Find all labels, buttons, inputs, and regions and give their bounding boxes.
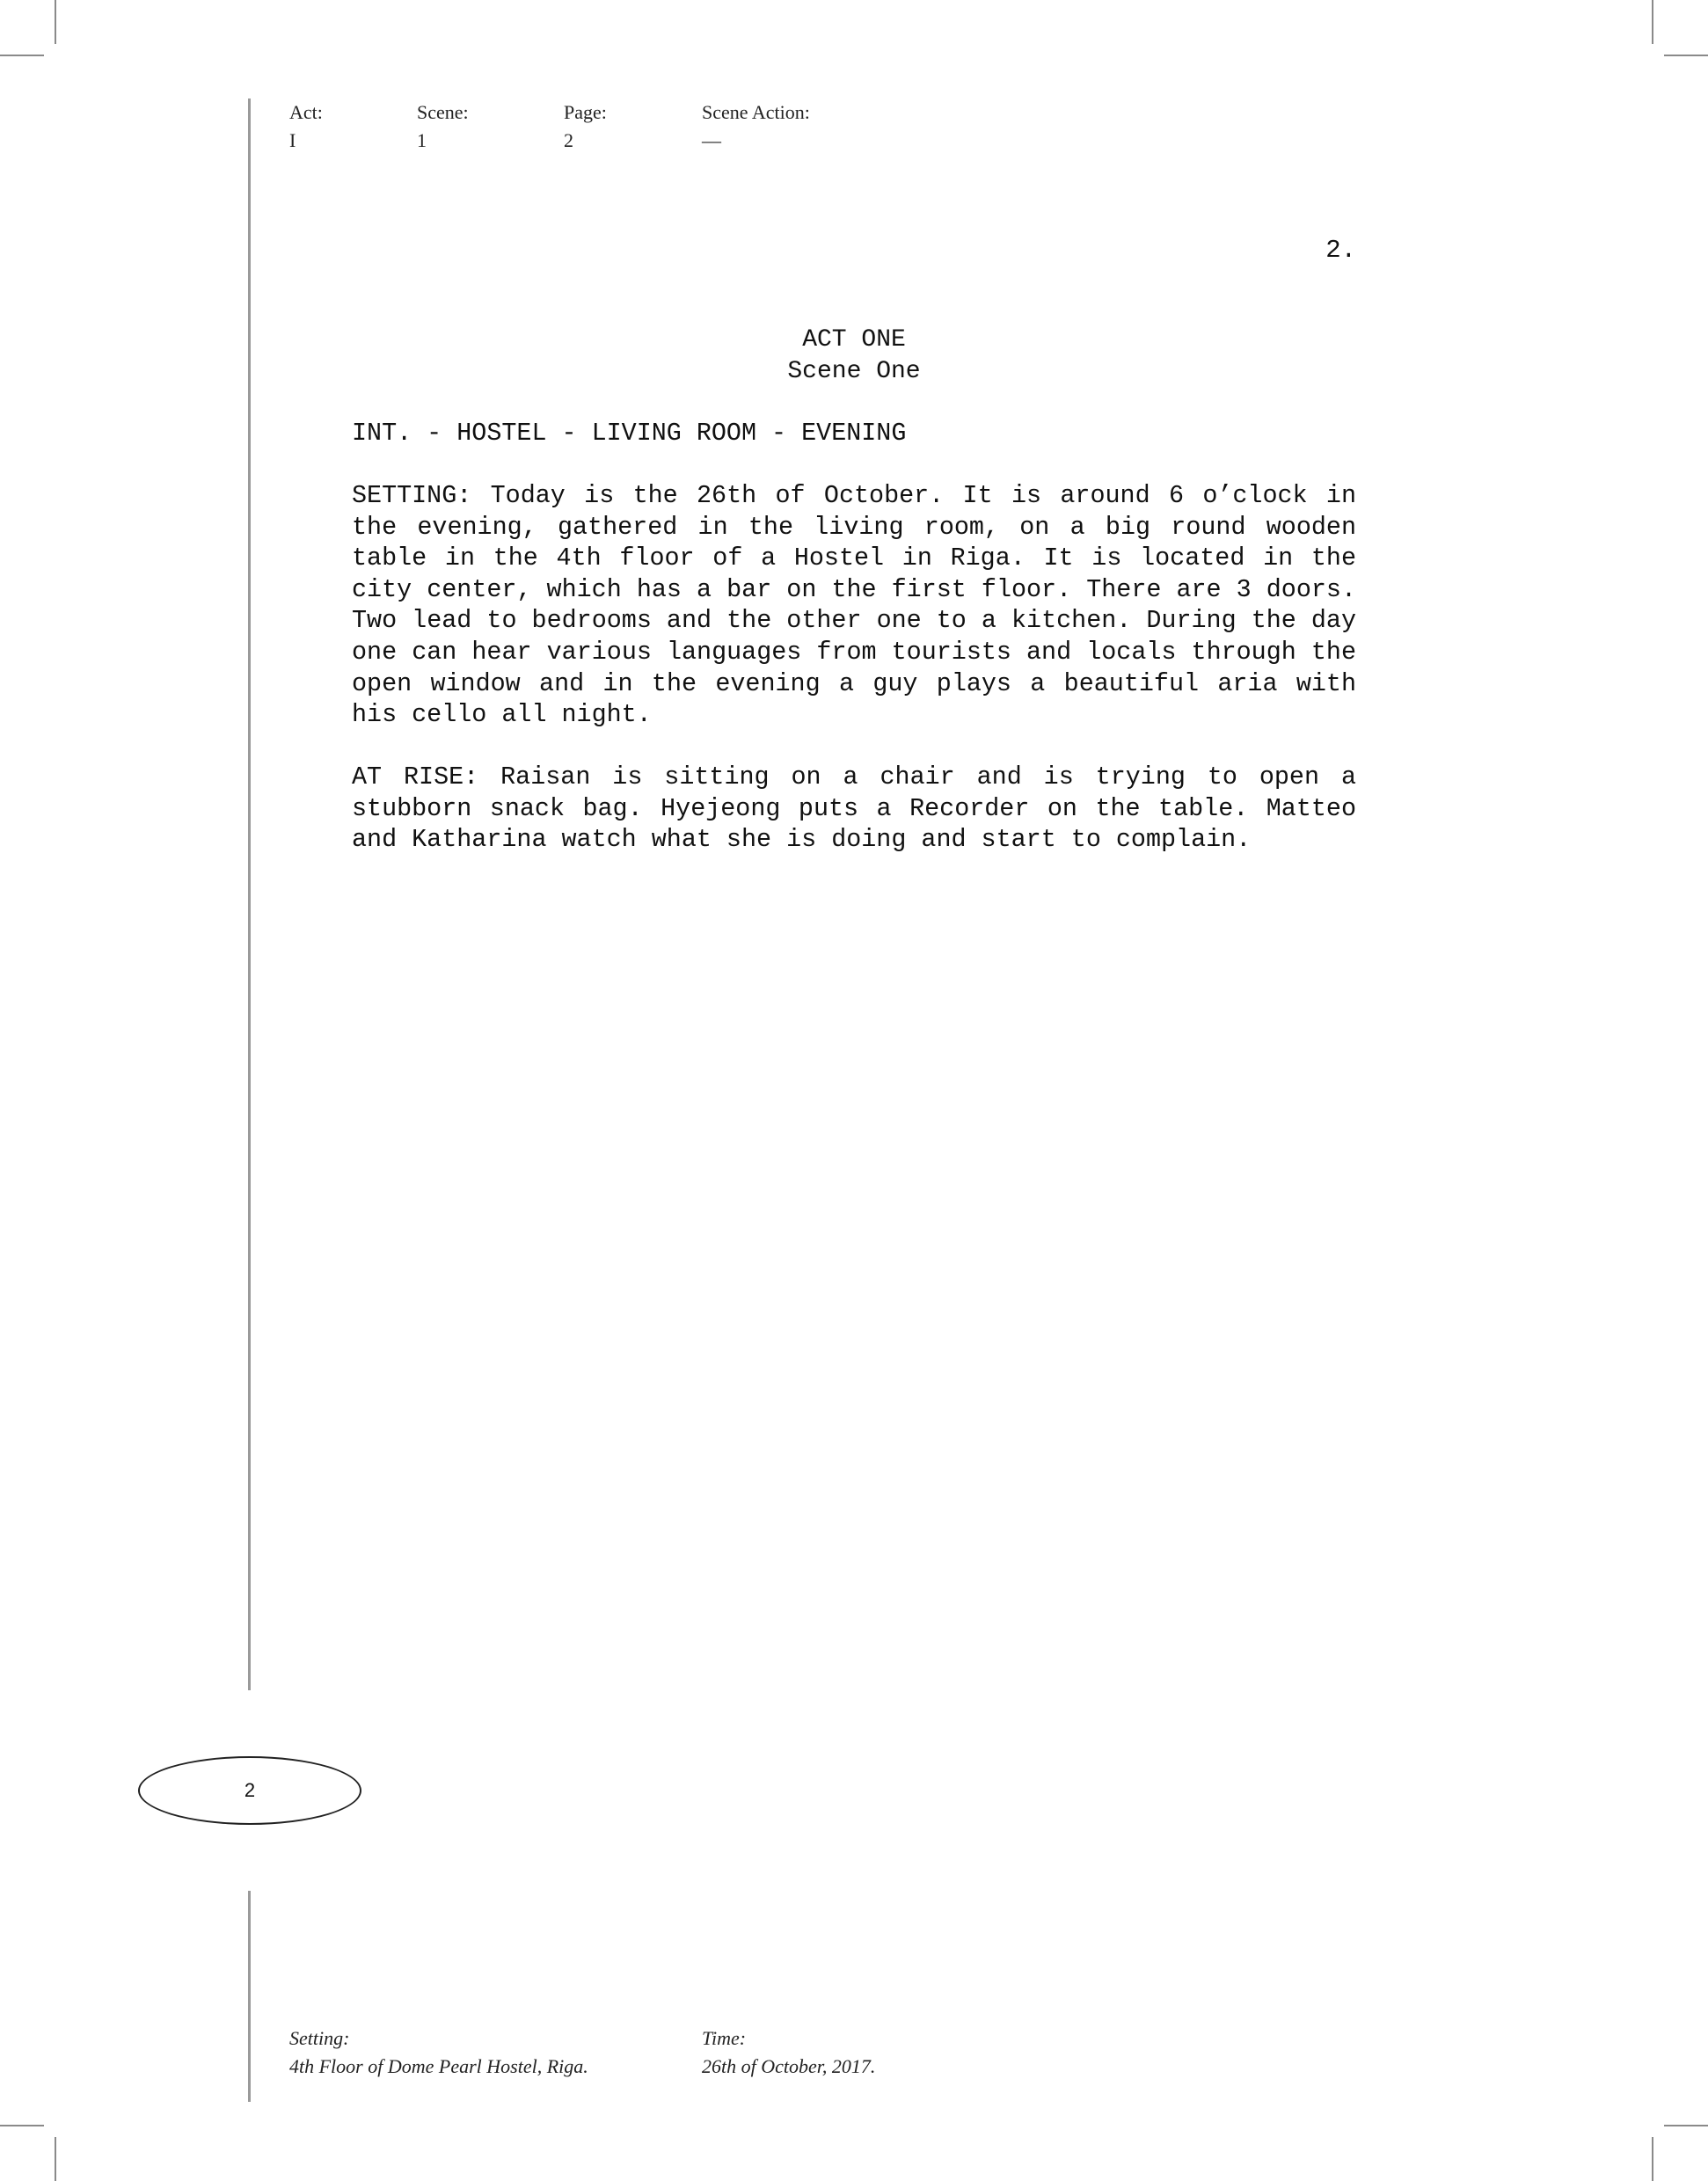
header-scene-action xyxy=(702,98,810,155)
header-act xyxy=(289,98,323,155)
crop-mark xyxy=(55,0,56,44)
act-title: ACT ONE xyxy=(802,326,906,354)
crop-mark xyxy=(0,55,44,56)
crop-mark xyxy=(1664,2125,1708,2126)
setting-paragraph: SETTING: Today is the 26th of October. It is around 6 o’clock in the evening, gathered in the living room, on a big round wooden table in the 4th floor of a Hostel in Riga. It is located in the city center, which has a bar on the first floor. There are 3 doors. Two lead to bedrooms and the other one to a kitchen. During the day one can hear various languages from tourists and locals through the open window and in the evening a guy plays a beautiful aria with his cello all night. xyxy=(352,481,1356,730)
crop-mark xyxy=(1652,0,1653,44)
margin-rule-bottom xyxy=(248,1891,251,2102)
page-label: Page: xyxy=(564,101,607,123)
act-heading xyxy=(0,325,1708,388)
header-scene xyxy=(417,98,469,155)
scene-label: Scene: xyxy=(417,101,469,123)
scene-title: Scene One xyxy=(787,358,921,385)
crop-mark xyxy=(0,2125,44,2126)
slugline: INT. - HOSTEL - LIVING ROOM - EVENING xyxy=(352,419,907,448)
page-badge xyxy=(138,1756,361,1825)
footer-time xyxy=(702,2024,875,2081)
scene-action-label: Scene Action: xyxy=(702,101,810,123)
page-badge-number: 2 xyxy=(244,1779,256,1801)
act-value: I xyxy=(289,129,296,151)
page-number: 2. xyxy=(1325,236,1356,265)
footer-setting xyxy=(289,2024,588,2081)
header-page xyxy=(564,98,607,155)
footer-setting-label: Setting: xyxy=(289,2027,350,2049)
crop-mark xyxy=(55,2137,56,2181)
crop-mark xyxy=(1664,55,1708,56)
footer-time-label: Time: xyxy=(702,2027,747,2049)
act-label: Act: xyxy=(289,101,323,123)
footer-time-value: 26th of October, 2017. xyxy=(702,2055,876,2077)
footer-setting-value: 4th Floor of Dome Pearl Hostel, Riga. xyxy=(289,2055,588,2077)
scene-value: 1 xyxy=(417,129,427,151)
at-rise-paragraph: AT RISE: Raisan is sitting on a chair and is trying to open a stubborn snack bag. Hyejeong puts a Recorder on the table. Matteo and Katharina watch what she is doing and start to complain. xyxy=(352,762,1356,855)
crop-mark xyxy=(1652,2137,1653,2181)
page-value: 2 xyxy=(564,129,573,151)
scene-action-value: — xyxy=(702,129,721,151)
